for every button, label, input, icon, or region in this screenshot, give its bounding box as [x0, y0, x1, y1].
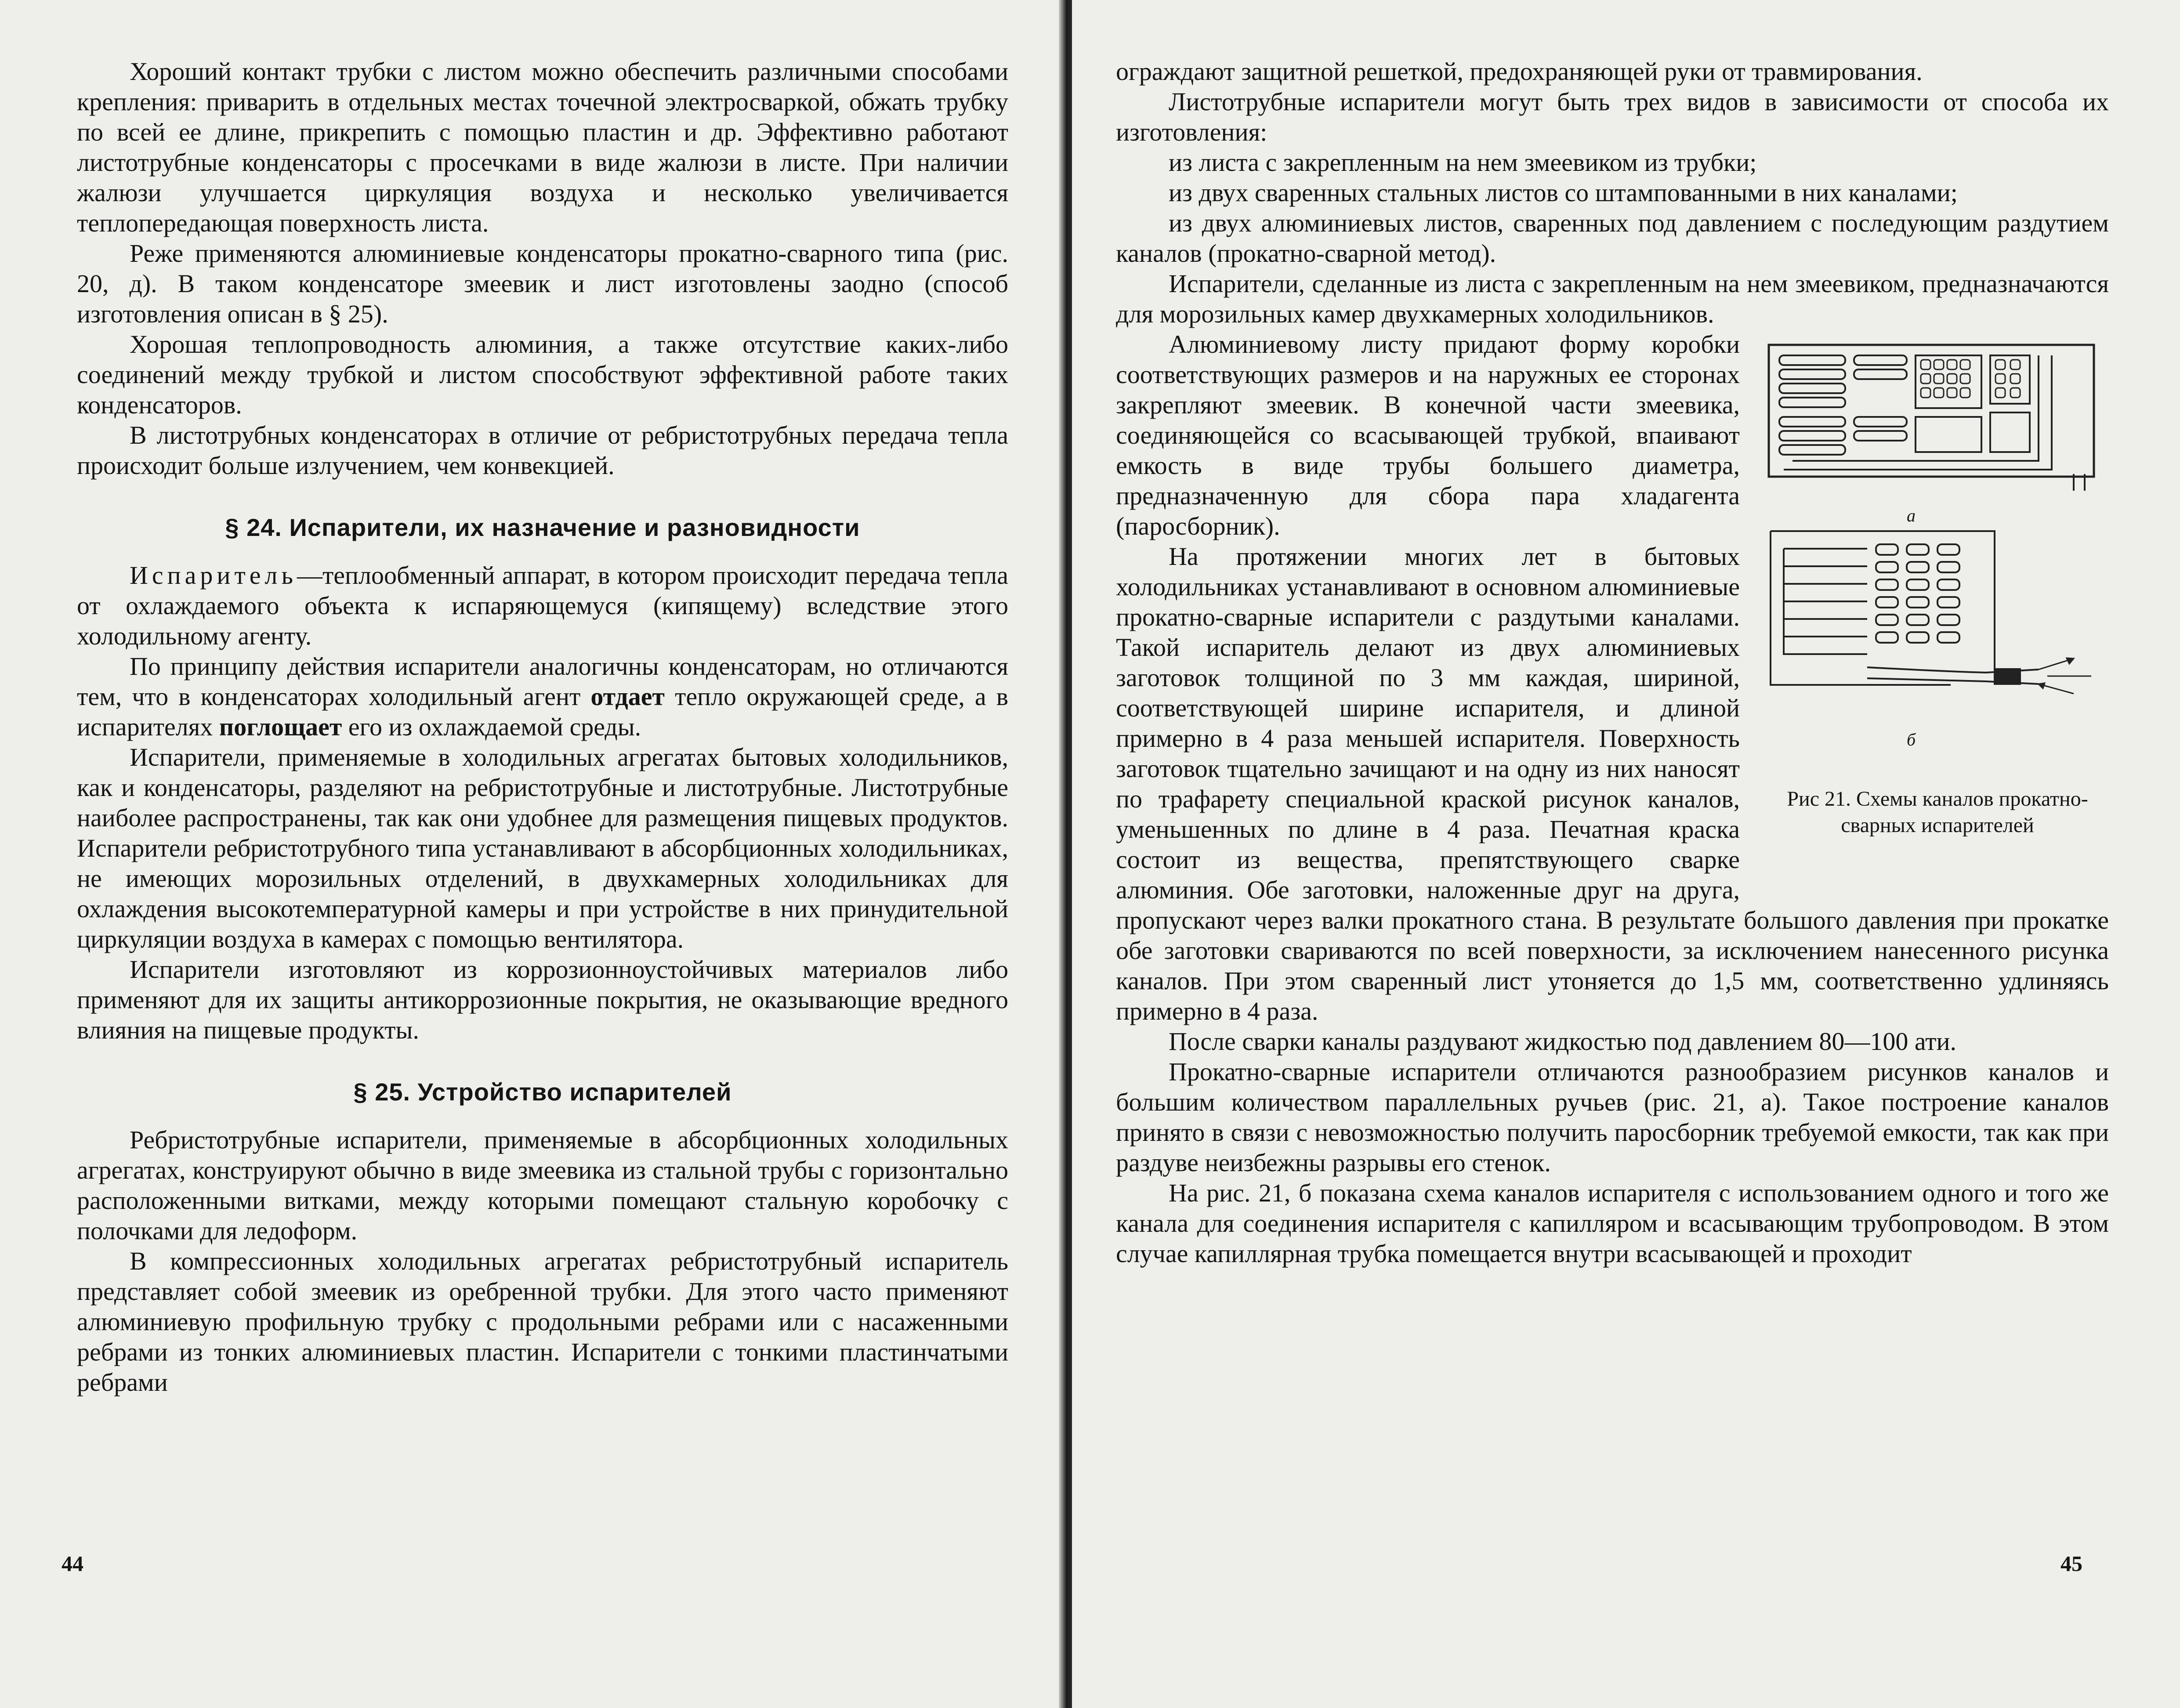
paragraph: После сварки каналы раздувают жидкостью под давлением 80—100 ати.	[1169, 1027, 1956, 1056]
paragraph	[77, 651, 1008, 742]
figure-21	[1757, 329, 2109, 883]
emphasis: поглощает	[219, 713, 342, 741]
paragraph: Испарители, применяемые в холодильных агрегатах бытовых холодильников, как и конденсаторы, разделяют на ребристотрубные и листотрубные. Листотрубные наиболее распространены, так как они удобнее для размещения пищевых продуктов. Испарители ребристотрубного типа устанавливают в абсорбционных холодильниках, не имеющих морозильных отделений, в двухкамерных холодильниках для охлаждения высокотемпературной камеры и при устройстве в них принудительной циркуляции воздуха в камерах с помощью вентилятора.	[77, 743, 1008, 953]
right-text-column	[1116, 56, 2109, 1269]
paragraph-definition	[77, 560, 1008, 651]
paragraph: Прокатно-сварные испарители отличаются разнообразием рисунков каналов и большим количеством параллельных ручьев (рис. 21, а). Такое построение каналов принято в связи с невозможностью получить паросборник требуемой емкости, так как при раздуве неизбежны разрывы его стенок.	[1116, 1057, 2109, 1177]
list-item: из двух сваренных стальных листов со штампованными в них каналами;	[1169, 178, 1958, 207]
section-heading-24: § 24. Испарители, их назначение и разновидности	[225, 514, 860, 541]
figure-label-b: б	[1907, 730, 1916, 749]
list-item: из двух алюминиевых листов, сваренных под давлением с последующим раздутием каналов (прокатно-сварной метод).	[1116, 209, 2109, 268]
text-run: По принципу действия испарители аналогичны конденсаторам, но отличаются тем, что в конденсаторах холодильный агент	[77, 652, 1008, 711]
paragraph: Реже применяются алюминиевые конденсаторы прокатно-сварного типа (рис. 20, д). В таком конденсаторе змеевик и лист изготовлены заодно (способ изготовления описан в § 25).	[77, 239, 1008, 328]
paragraph: Хороший контакт трубки с листом можно обеспечить различными способами крепления: приварить в отдельных местах точечной электросваркой, обжать трубку по всей ее длине, прикрепить с помощью пластин и др. Эффективно работают листотрубные конденсаторы с просечками в виде жалюзи в листе. При наличии жалюзи улучшается циркуляция воздуха и несколько увеличивается теплопередающая поверхность листа.	[77, 57, 1008, 237]
left-page	[0, 0, 1063, 1708]
figure-21b-channel-diagram	[1766, 527, 2100, 711]
section-heading-25: § 25. Устройство испарителей	[353, 1078, 732, 1106]
page-number: 45	[2060, 1551, 2082, 1576]
figure-21a-channel-diagram	[1766, 342, 2100, 492]
page-number: 44	[62, 1551, 83, 1576]
paragraph: На рис. 21, б показана схема каналов испарителя с использованием одного и того же канала для соединения испарителя с капилляром и всасывающим трубопроводом. В этом случае капиллярная трубка помещается внутри всасывающей и проходит	[1116, 1179, 2109, 1268]
figure-label-a: а	[1907, 506, 1916, 525]
text-run: тепло окружающей среде, а в испарителях	[77, 682, 1009, 741]
defined-term: Испаритель	[130, 561, 297, 590]
paragraph: На протяжении многих лет в бытовых холодильниках устанавливают в основном алюминиевые прокатно-сварные испарители с раздутыми каналами. Такой испаритель делают из двух алюминиевых заготовок толщиной по 3 мм каждая, шириной, соответствующей ширине испарителя, и длиной примерно в 4 раза меньшей испарителя. Поверхность заготовок тщательно зачищают и на одну из них наносят по трафарету специальной краской рисунок каналов, уменьшенных по длине в 4 раза. Печатная краска состоит из вещества, препятствующего сварке алюминия. Обе заготовки, наложенные друг на друга, пропускают через валки прокатного стана. В результате большого давления при прокатке обе заготовки свариваются по всей поверхности, за исключением нанесенного рисунка каналов. При этом сваренный лист утоняется до 1,5 мм, соответственно удлиняясь примерно в 4 раза.	[1116, 542, 2109, 1025]
paragraph: Испарители изготовляют из коррозионноустойчивых материалов либо применяют для их защиты антикоррозионные покрытия, не оказывающие вредного влияния на пищевые продукты.	[77, 955, 1008, 1044]
paragraph: Хорошая теплопроводность алюминия, а также отсутствие каких-либо соединений между трубкой и листом способствуют эффективной работе таких конденсаторов.	[77, 330, 1008, 419]
emphasis: отдает	[590, 682, 665, 711]
definition-text: —теплообменный аппарат, в котором происходит передача тепла от охлаждаемого объекта к испаряющемуся (кипящему) вследствие этого холодильному агенту.	[77, 561, 1008, 650]
paragraph: Алюминиевому листу придают форму коробки соответствующих размеров и на наружных ее сторонах закрепляют змеевик. В конечной части змеевика, соединяющейся со всасывающей трубкой, впаивают емкость в виде трубы большего диаметра, предназначенную для сбора пара хладагента (паросборник).	[1116, 330, 1740, 540]
paragraph: В компрессионных холодильных агрегатах ребристотрубный испаритель представляет собой змеевик из оребренной трубки. Для этого часто применяют алюминиевую профильную трубку с продольными ребрами или с насаженными ребрами из тонких алюминиевых пластин. Испарители с тонкими пластинчатыми ребрами	[77, 1247, 1008, 1397]
paragraph: Листотрубные испарители могут быть трех видов в зависимости от способа их изготовления:	[1116, 87, 2109, 146]
list-item: из листа с закрепленным на нем змеевиком из трубки;	[1169, 148, 1757, 177]
text-run: его из охлаждаемой среды.	[342, 713, 641, 741]
figure-caption: Рис 21. Схемы каналов прокатно-сварных испарителей	[1787, 787, 2088, 837]
right-page	[1072, 0, 2180, 1708]
left-text-column	[77, 56, 1008, 1397]
paragraph: ограждают защитной решеткой, предохраняющей руки от травмирования.	[1116, 57, 1923, 86]
paragraph: В листотрубных конденсаторах в отличие от ребристотрубных передача тепла происходит больше излучением, чем конвекцией.	[77, 421, 1008, 480]
paragraph: Испарители, сделанные из листа с закрепленным на нем змеевиком, предназначаются для морозильных камер двухкамерных холодильников.	[1116, 269, 2109, 328]
paragraph: Ребристотрубные испарители, применяемые в абсорбционных холодильных агрегатах, конструируют обычно в виде змеевика из стальной трубы с горизонтально расположенными витками, между которыми помещают стальную коробочку с полочками для ледоформ.	[77, 1125, 1008, 1245]
